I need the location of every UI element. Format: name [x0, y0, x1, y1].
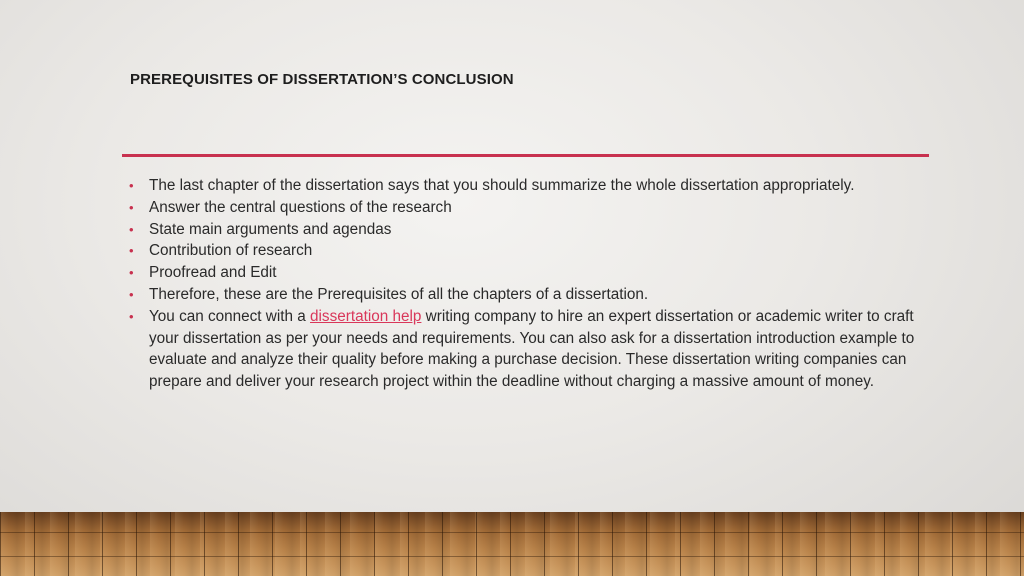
bullet-text: State main arguments and agendas [149, 220, 392, 238]
list-item [127, 262, 917, 284]
bullet-text: Therefore, these are the Prerequisites of all the chapters of a dissertation. [149, 285, 649, 303]
bullet-icon: • [129, 221, 134, 237]
bullet-list [127, 175, 917, 393]
bullet-text-before-link: You can connect with a [149, 307, 311, 325]
list-item [127, 219, 917, 241]
slide-title: PREREQUISITES OF DISSERTATION’S CONCLUSION [130, 71, 514, 88]
dissertation-help-link[interactable]: dissertation help [310, 307, 422, 325]
bullet-icon: • [129, 286, 134, 302]
wood-floor-background [0, 512, 1024, 576]
title-divider [122, 154, 929, 157]
floor-board-seam [0, 532, 1024, 533]
bullet-text: Contribution of research [149, 242, 313, 260]
list-item [127, 306, 917, 393]
bullet-icon: • [129, 243, 134, 259]
floor-board-seam [0, 556, 1024, 557]
list-item [127, 197, 917, 219]
bullet-icon: • [129, 308, 134, 324]
bullet-text: Answer the central questions of the research [149, 198, 452, 216]
list-item [127, 175, 917, 197]
list-item [127, 240, 917, 262]
bullet-text-after-link: writing company to hire an expert dissertation or academic writer to craft your dissertation as per your needs and requirements. You can also ask for a dissertation introduction example to evaluate and analyze their quality before making a purchase decision. These dissertation writing companies can prepare and deliver your research project within the deadline without charging a massive amount of money. [149, 307, 915, 391]
bullet-text: Proofread and Edit [149, 264, 277, 282]
bullet-icon: • [129, 178, 134, 193]
bullet-icon: • [129, 199, 134, 215]
list-item [127, 284, 917, 306]
bullet-text: The last chapter of the dissertation says that you should summarize the whole dissertation appropriately. [149, 177, 855, 194]
bullet-icon: • [129, 265, 134, 281]
